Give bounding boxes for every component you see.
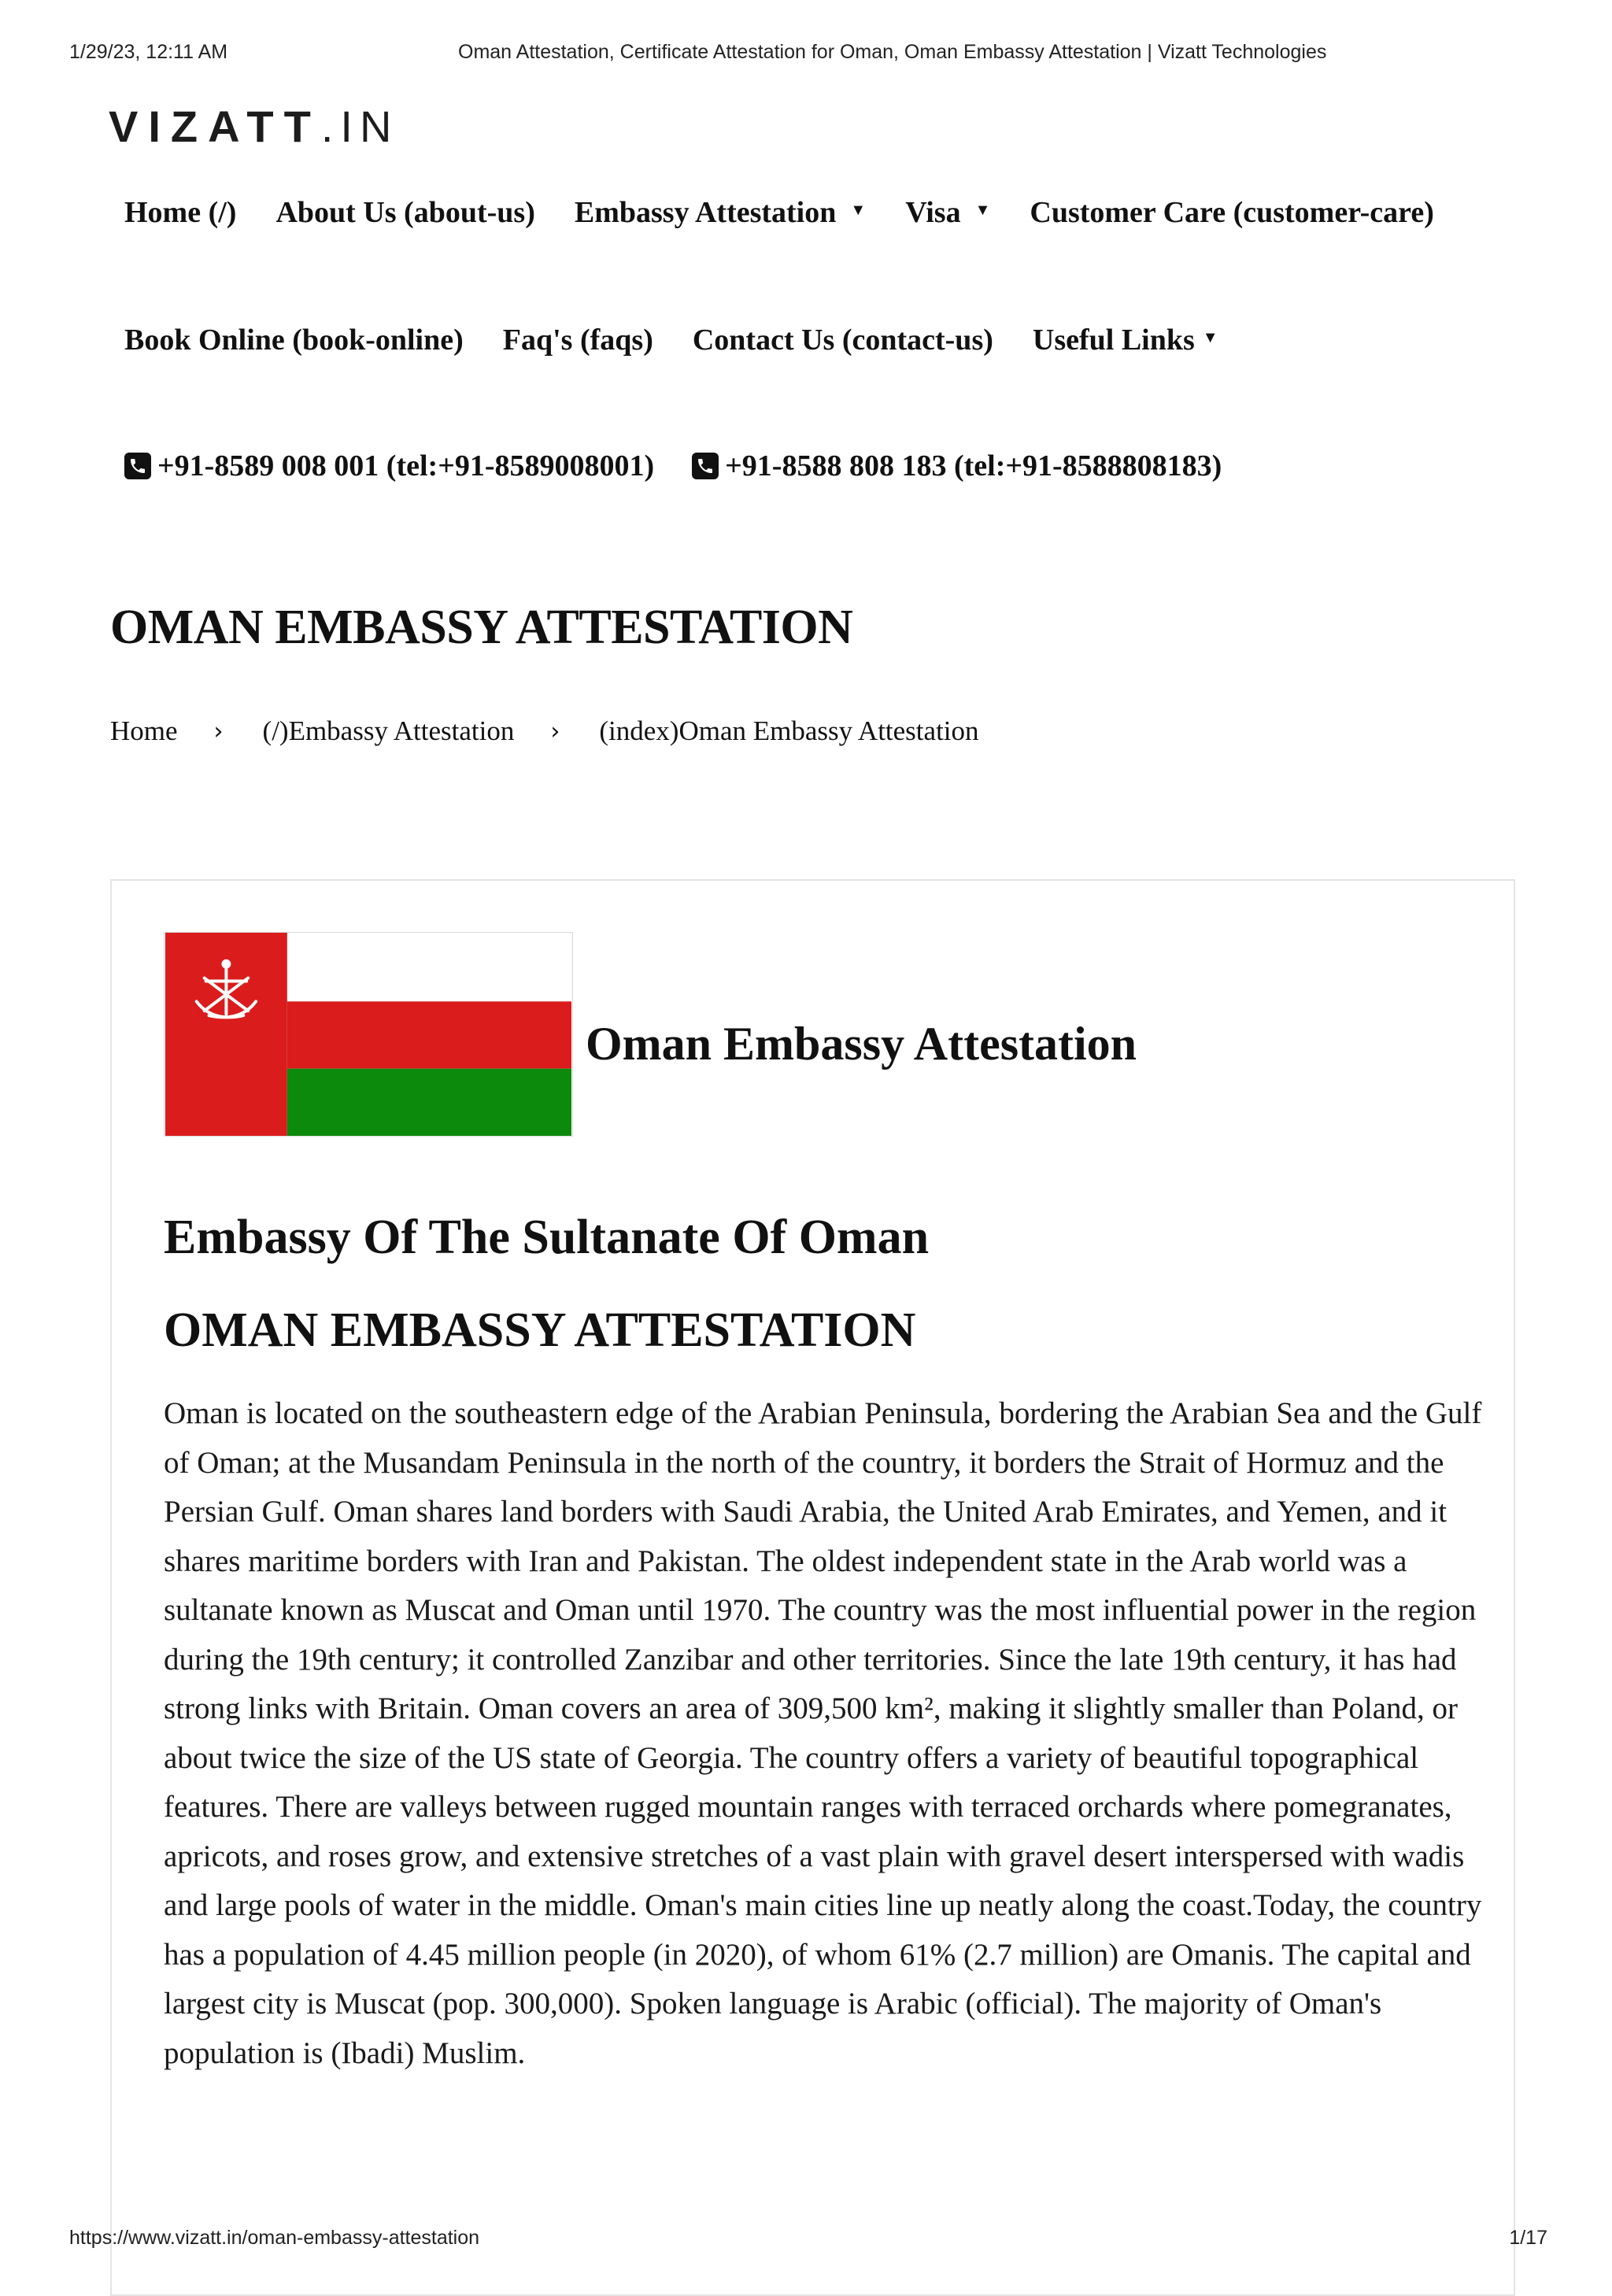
phone-number-2: +91-8588 808 183 (tel:+91-8588808183)	[725, 449, 1222, 482]
nav-item-visa-label: Visa	[905, 196, 961, 229]
nav-item-about[interactable]: About Us (about-us)	[275, 196, 535, 229]
section-heading-embassy: Embassy Of The Sultanate Of Oman	[164, 1211, 930, 1264]
page-title: OMAN EMBASSY ATTESTATION	[110, 601, 853, 654]
oman-flag-image	[164, 932, 573, 1137]
nav-row-1	[124, 195, 1473, 230]
nav-item-useful-links[interactable]	[1033, 323, 1218, 357]
logo-tld: .IN	[320, 102, 399, 151]
section-heading-attestation: OMAN EMBASSY ATTESTATION	[164, 1303, 916, 1357]
phone-number-1: +91-8589 008 001 (tel:+91-8589008001)	[157, 449, 655, 482]
nav-item-faqs[interactable]: Faq's (faqs)	[502, 324, 653, 357]
logo-brand: VIZATT	[109, 102, 321, 151]
nav-row-2	[124, 323, 1258, 357]
breadcrumb-home[interactable]: Home	[110, 715, 178, 746]
print-header	[0, 41, 1612, 68]
print-footer	[0, 2227, 1612, 2253]
flag-caption: Oman Embassy Attestation	[586, 1018, 1137, 1070]
nav-item-useful-links-label: Useful Links	[1032, 324, 1195, 357]
nav-item-embassy-attestation[interactable]	[575, 195, 866, 230]
caret-down-icon: ▼	[974, 201, 991, 219]
nav-item-book-online[interactable]: Book Online (book-online)	[124, 324, 464, 357]
phone-link-1[interactable]	[124, 449, 654, 483]
caret-down-icon: ▼	[1202, 328, 1218, 346]
phone-link-2[interactable]	[692, 449, 1222, 483]
breadcrumb-embassy-attestation[interactable]: (/)Embassy Attestation	[262, 715, 515, 746]
intro-paragraph: Oman is located on the southeastern edge of the Arabian Peninsula, bordering the Arabian Sea and the Gulf of Oman; at the Musandam Peninsula in the north of the country, it borders the Strait of Hormuz and the Persian Gulf. Oman shares land borders with Saudi Arabia, the United Arab Emirates, and Yemen, and it shares maritime borders with Iran and Pakistan. The oldest independent state in the Arab world was a sultanate known as Muscat and Oman until 1970. The country was the most influential power in the region during the 19th century; it controlled Zanzibar and other territories. Since the late 19th century, it has had strong links with Britain. Oman covers an area of 309,500 km², making it slightly smaller than Poland, or about twice the size of the US state of Georgia. The country offers a variety of beautiful topographical features. There are valleys between rugged mountain ranges with terraced orchards where pomegranates, apricots, and roses grow, and extensive stretches of a vast plain with gravel desert interspersed with wadis and large pools of water in the middle. Oman's main cities line up neatly along the coast.Today, the country has a population of 4.45 million people (in 2020), of whom 61% (2.7 million) are Omanis. The capital and largest city is Muscat (pop. 300,000). Spoken language is Arabic (official). The majority of Oman's population is (Ibadi) Muslim.	[164, 1396, 1482, 2070]
nav-item-home[interactable]: Home (/)	[124, 196, 237, 229]
nav-item-customer-care[interactable]: Customer Care (customer-care)	[1030, 196, 1434, 229]
caret-down-icon: ▼	[850, 201, 867, 219]
print-page-title: Oman Attestation, Certificate Attestation for Oman, Oman Embassy Attestation | Vizatt Technologies	[458, 41, 1327, 63]
content-card	[110, 879, 1515, 2296]
nav-item-embassy-label: Embassy Attestation	[574, 196, 837, 229]
breadcrumb-current[interactable]: (index)Oman Embassy Attestation	[599, 715, 979, 746]
chevron-right-icon: ›	[213, 717, 224, 745]
print-page-number: 1/17	[1509, 2227, 1547, 2249]
breadcrumb	[110, 715, 979, 747]
phone-square-icon	[692, 453, 719, 479]
nav-item-contact[interactable]: Contact Us (contact-us)	[692, 324, 993, 357]
print-url: https://www.vizatt.in/oman-embassy-attestation	[69, 2227, 480, 2249]
phone-square-icon	[124, 453, 151, 479]
nav-item-visa[interactable]	[905, 195, 990, 230]
site-logo[interactable]	[109, 101, 399, 151]
chevron-right-icon: ›	[550, 717, 560, 745]
print-datetime: 1/29/23, 12:11 AM	[69, 41, 228, 63]
nav-row-3	[124, 449, 1259, 483]
